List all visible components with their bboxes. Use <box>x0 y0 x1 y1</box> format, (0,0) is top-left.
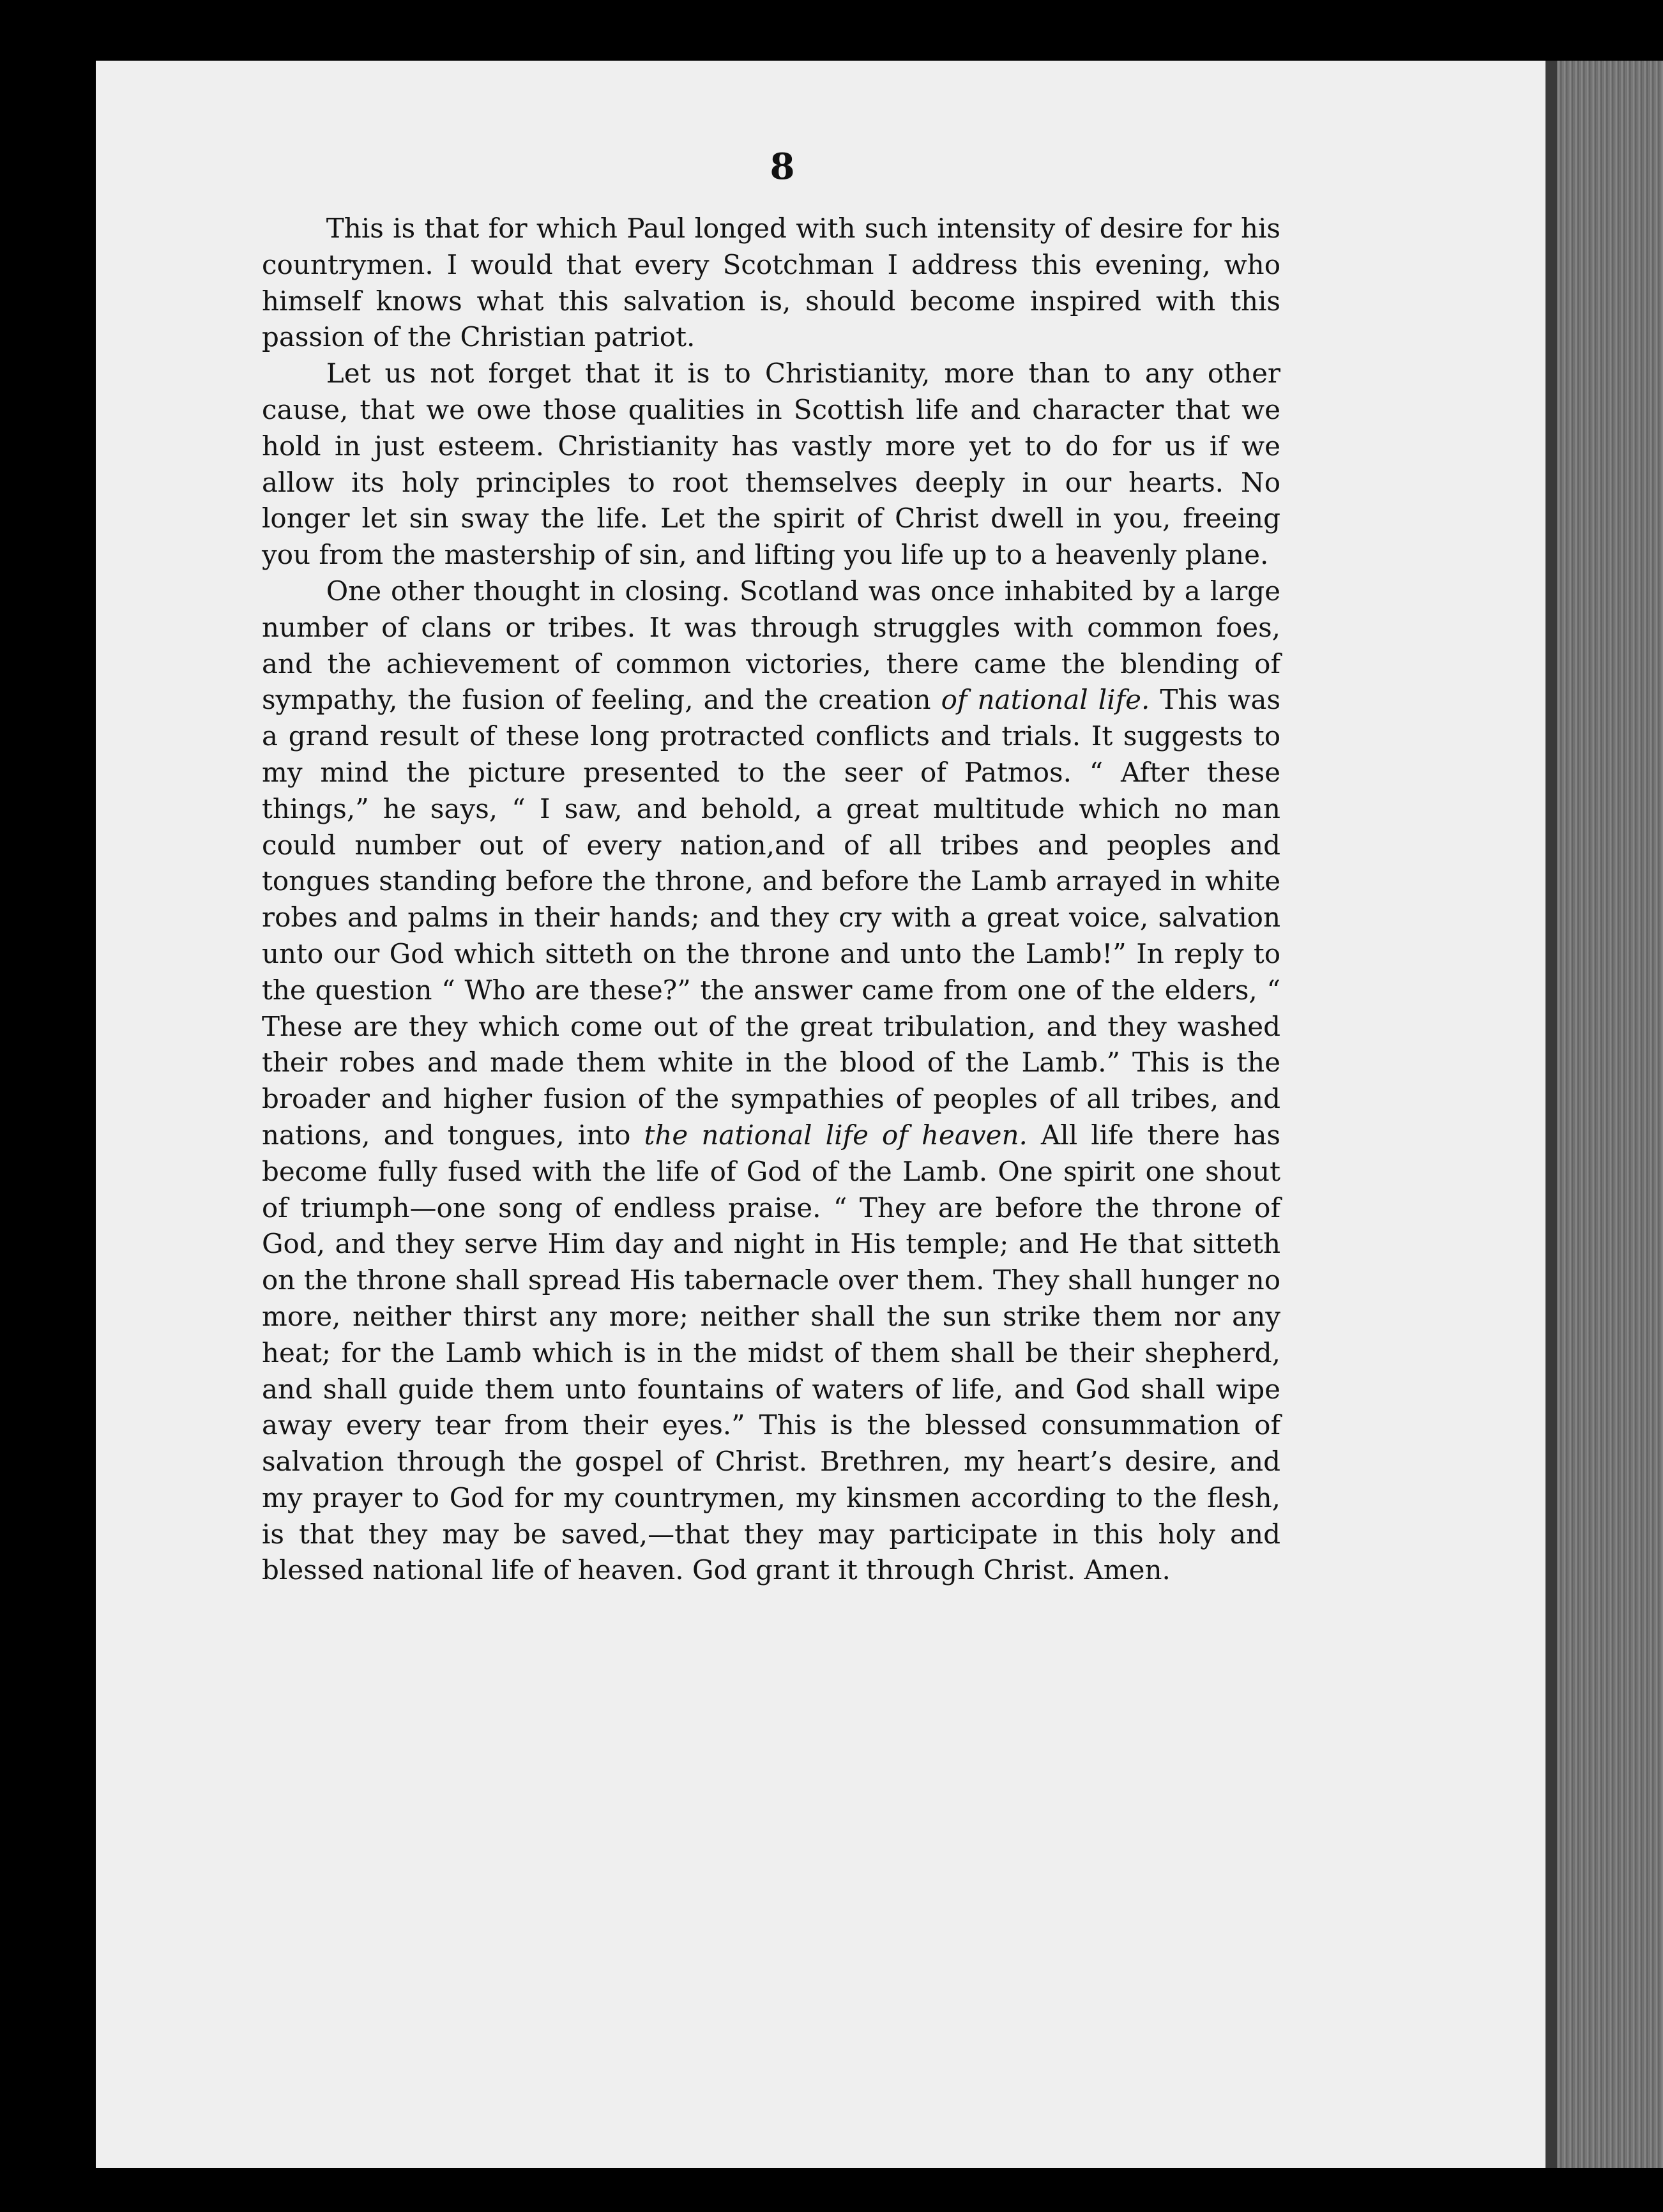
text-run: Let us not forget that it is to Christianity, more than to any other cause, that we owe those qualities in Scottish life and character that we hold in just esteem. Christianity has vastly more yet to do for us if we allow its holy principles to root themselves deeply in our hearts. No longer let sin sway the life. Let the spirit of Christ dwell in you, freeing you from the mastership of sin, and lifting you life up to a heavenly plane. <box>262 358 1280 571</box>
paragraph <box>262 573 1280 1589</box>
text-run: All life there has become fully fused with the life of God of the Lamb. One spirit one shout of triumph—one song of endless praise. “ They are before the throne of God, and they serve Him day and night in His temple; and He that sitteth on the throne shall spread His tabernacle over them. They shall hunger no more, neither thirst any more; neither shall the sun strike them nor any heat; for the Lamb which is in the midst of them shall be their shepherd, and shall guide them unto fountains of waters of life, and God shall wipe away every tear from their eyes.” This is the blessed consummation of salvation through the gospel of Christ. Brethren, my heart’s desire, and my prayer to God for my countrymen, my kinsmen according to the flesh, is that they may be saved,—that they may participate in this holy and blessed national life of heaven. God grant it through Christ. Amen. <box>262 1119 1280 1586</box>
paragraph <box>262 356 1280 573</box>
italic-phrase: of national life. <box>941 684 1150 716</box>
page-stack-edge <box>1545 61 1663 2168</box>
page-number: 8 <box>770 146 795 188</box>
body-text <box>262 211 1280 1589</box>
page-edge-shadow <box>1545 61 1557 2168</box>
italic-phrase: the national life of heaven. <box>644 1119 1028 1151</box>
text-run: This is that for which Paul longed with such intensity of desire for his countrymen. I would that every Scotchman I address this evening, who himself knows what this salvation is, should become inspired with this passion of the Christian patriot. <box>262 213 1280 353</box>
text-run: One other thought in closing. Scotland was once inhabited by a large number of clans or tribes. It was through struggles with common foes, and the achievement of common victories, there came the blending of sympathy, the fusion of feeling, and the creation <box>262 575 1280 716</box>
text-run: This was a grand result of these long protracted conflicts and trials. It suggests to my mind the picture presented to the seer of Patmos. “ After these things,” he says, “ I saw, and behold, a great multitude which no man could number out of every nation,and of all tribes and peoples and tongues standing before the throne, and before the Lamb arrayed in white robes and palms in their hands; and they cry with a great voice, salvation unto our God which sitteth on the throne and unto the Lamb!” In reply to the question “ Who are these?” the answer came from one of the elders, “ These are they which come out of the great tribulation, and they washed their robes and made them white in the blood of the Lamb.” This is the broader and higher fusion of the sympathies of peoples of all tribes, and nations, and tongues, into <box>262 684 1281 1151</box>
paragraph <box>262 211 1280 356</box>
